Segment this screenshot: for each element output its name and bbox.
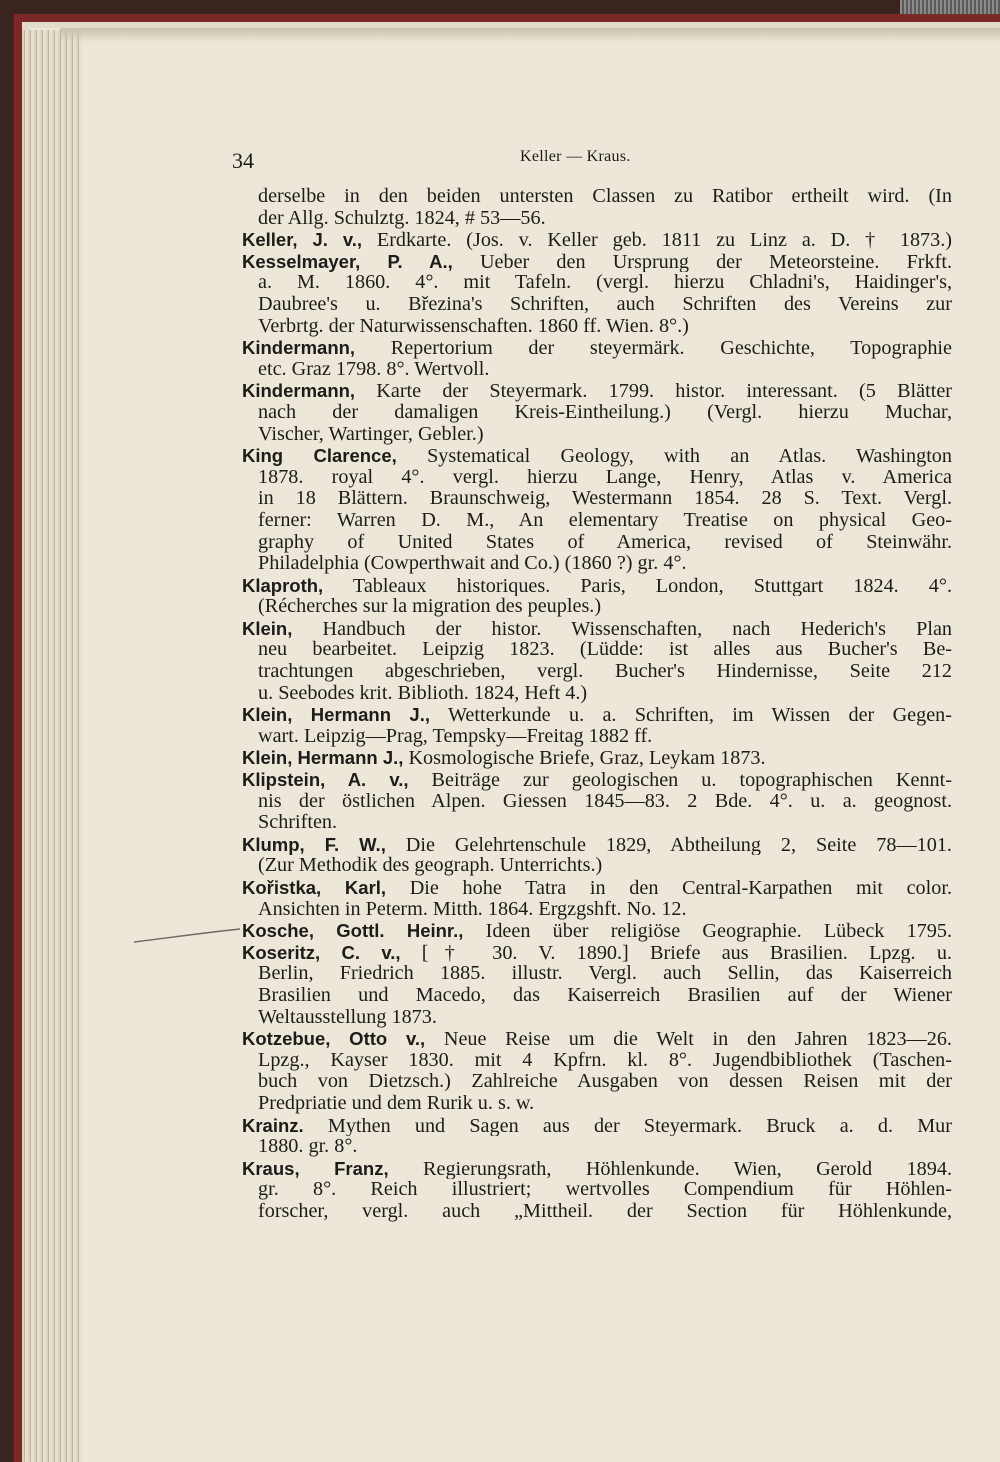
entry-text: Kosmologische Briefe, Graz, Leykam 1873. [403,747,766,770]
text-line [258,272,952,294]
entry-author-name: Keller, J. v., [242,229,363,251]
entry-heading-line [242,337,952,359]
entry-author-name: Klein, Hermann J., [242,747,404,769]
entry-author-name: Klump, F. W., [242,833,386,855]
text-line [258,985,952,1007]
text-line [258,316,952,338]
entry-text: forscher, vergl. auch „Mittheil. der Section für Höhlenkunde, [258,1200,952,1222]
entry-text: Verbrtg. der Naturwissenschaften. 1860 ff. Wien. 8°.) [258,315,689,337]
text-line [258,1007,952,1029]
page-header [232,148,952,178]
entry-text: Ansichten in Peterm. Mitth. 1864. Ergzgshft. No. 12. [258,898,687,920]
entry-heading-line [242,704,952,726]
entry-heading-line [242,445,952,467]
text-line [258,186,952,208]
entry-text: a. M. 1860. 4°. mit Tafeln. (vergl. hierzu Chladni's, Haidinger's, [258,272,952,294]
entry-author-name: Koseritz, C. v., [242,941,401,963]
text-line [258,596,952,618]
entry-text: der Allg. Schulztg. 1824, # 53—56. [258,207,546,229]
text-line [258,1050,952,1072]
scan-corner-strip [900,0,1000,14]
entry-text: Karte der Steyermark. 1799. histor. interessant. (5 Blätter [355,380,952,402]
entry-text: Beiträge zur geologischen u. topographischen Kennt- [408,769,952,791]
entry-text: [† 30. V. 1890.] Briefe aus Brasilien. Lpzg. u. [400,941,952,964]
entry-heading-line [242,942,952,964]
entry-text: (Récherches sur la migration des peuples.) [258,596,602,618]
entry-author-name: Klipstein, A. v., [242,769,409,791]
entry-text: Vischer, Wartinger, Gebler.) [258,423,484,445]
entry-text: gr. 8°. Reich illustriert; wertvolles Compendium für Höhlen- [258,1179,952,1201]
entry-author-name: Klein, Hermann J., [242,704,431,726]
entry-heading-line [242,575,952,597]
entry-text: Neue Reise um die Welt in den Jahren 1823—26. [425,1028,952,1050]
entry-text: nis der östlichen Alpen. Giessen 1845—83. 2 Bde. 4°. u. a. geognost. [258,790,952,812]
entry-heading-line [242,920,952,942]
entry-author-name: King Clarence, [242,445,397,467]
entry-text: Lpzg., Kayser 1830. mit 4 Kpfrn. kl. 8°. Jugendbibliothek (Taschen- [258,1049,952,1071]
entry-text: neu bearbeitet. Leipzig 1823. (Lüdde: ist alles aus Bucher's Be- [258,639,952,661]
page-number: 34 [232,148,254,173]
entry-text: Repertorium der steyermärk. Geschichte, Topographie [355,337,952,359]
entry-text: 1880. gr. 8°. [258,1136,358,1158]
text-line [258,424,952,446]
text-line [258,791,952,813]
entry-heading-line [242,380,952,402]
entry-author-name: Klaproth, [242,574,324,596]
entry-author-name: Kindermann, [242,337,356,359]
text-line [258,1136,952,1158]
entry-text: ferner: Warren D. M., An elementary Treatise on physical Geo- [258,509,952,531]
entry-text: Tableaux historiques. Paris, London, Stuttgart 1824. 4°. [323,574,952,597]
text-line [258,812,952,834]
text-line [258,532,952,554]
pencil-margin-mark [132,926,242,946]
running-head: Keller — Kraus. [520,148,631,165]
entry-text: buch von Dietzsch.) Zahlreiche Ausgaben von dessen Reisen mit der [258,1071,952,1093]
entry-author-name: Kesselmayer, P. A., [242,250,453,272]
entry-text: 1878. royal 4°. vergl. hierzu Lange, Henry, Atlas v. America [258,466,952,488]
text-line [258,683,952,705]
entry-text: Berlin, Friedrich 1885. illustr. Vergl. auch Sellin, das Kaiserreich [258,963,952,985]
entry-author-name: Krainz. [242,1114,304,1136]
text-line [258,488,952,510]
entry-text: Erdkarte. (Jos. v. Keller geb. 1811 zu Linz a. D. † 1873.) [362,229,952,251]
text-line [258,294,952,316]
entry-heading-line [242,769,952,791]
entry-text: u. Seebodes krit. Biblioth. 1824, Heft 4.) [258,682,588,704]
text-line [258,963,952,985]
entry-text: Weltausstellung 1873. [258,1006,437,1028]
entry-text: nach der damaligen Kreis-Eintheilung.) (Vergl. hierzu Muchar, [258,401,952,423]
text-line [258,510,952,532]
entry-heading-line [242,1115,952,1137]
entry-author-name: Kosche, Gottl. Heinr., [242,920,464,942]
entry-text: (Zur Methodik des geograph. Unterrichts.) [258,855,603,877]
entry-author-name: Klein, [242,617,293,639]
text-line [258,726,952,748]
bibliography-text [242,186,952,1223]
entry-text: trachtungen abgeschrieben, vergl. Bucher's Hindernisse, Seite 212 [258,661,952,683]
text-line [258,1071,952,1093]
text-line [258,359,952,381]
entry-heading-line [242,229,952,251]
entry-text: Wetterkunde u. a. Schriften, im Wissen der Gegen- [430,704,952,726]
entry-heading-line [242,747,952,769]
entry-text: Schriften. [258,812,338,834]
entry-text: Philadelphia (Cowperthwait and Co.) (1860 ?) gr. 4°. [258,553,687,575]
entry-text: graphy of United States of America, revised of Steinwähr. [258,531,952,553]
page-top-shadow [60,28,1000,42]
text-line [258,467,952,489]
entry-author-name: Kořistka, Karl, [242,877,387,898]
text-line [258,553,952,575]
entry-text: Systematical Geology, with an Atlas. Washington [396,445,952,467]
entry-author-name: Kotzebue, Otto v., [242,1028,426,1050]
entry-text: Regierungsrath, Höhlenkunde. Wien, Gerold 1894. [388,1157,952,1180]
entry-heading-line [242,1158,952,1180]
entry-heading-line [242,618,952,640]
text-line [258,899,952,921]
entry-text: Ueber den Ursprung der Meteorsteine. Frkft. [452,250,952,273]
text-line [258,661,952,683]
entry-text: Brasilien und Macedo, das Kaiserreich Brasilien auf der Wiener [258,984,952,1006]
entry-text: Mythen und Sagen aus der Steyermark. Bruck a. d. Mur [303,1114,952,1137]
entry-text: Predpriatie und dem Rurik u. s. w. [258,1092,535,1114]
text-line [258,208,952,230]
entry-text: Die hohe Tatra in den Central-Karpathen mit color. [386,877,952,899]
entry-heading-line [242,251,952,273]
text-line [258,855,952,877]
entry-author-name: Kraus, Franz, [242,1157,389,1179]
entry-text: Daubree's u. Březina's Schriften, auch Schriften des Vereins zur [258,293,952,315]
entry-heading-line [242,1028,952,1050]
entry-text: etc. Graz 1798. 8°. Wertvoll. [258,358,490,380]
text-line [258,1201,952,1223]
entry-text: in 18 Blättern. Braunschweig, Westermann 1854. 28 S. Text. Vergl. [258,488,952,510]
entry-heading-line [242,834,952,856]
entry-heading-line [242,877,952,899]
text-line [258,639,952,661]
text-line [258,402,952,424]
entry-text: wart. Leipzig—Prag, Tempsky—Freitag 1882 ff. [258,725,653,747]
text-line [258,1179,952,1201]
entry-text: Ideen über religiöse Geographie. Lübeck 1795. [463,920,952,942]
entry-text: Handbuch der histor. Wissenschaften, nach Hederich's Plan [292,617,952,640]
page-edges [22,30,82,1462]
entry-text: Die Gelehrtenschule 1829, Abtheilung 2, Seite 78—101. [385,833,952,856]
text-line [258,1093,952,1115]
entry-author-name: Kindermann, [242,380,356,402]
entry-text: derselbe in den beiden untersten Classen zu Ratibor ertheilt wird. (In [258,186,952,207]
